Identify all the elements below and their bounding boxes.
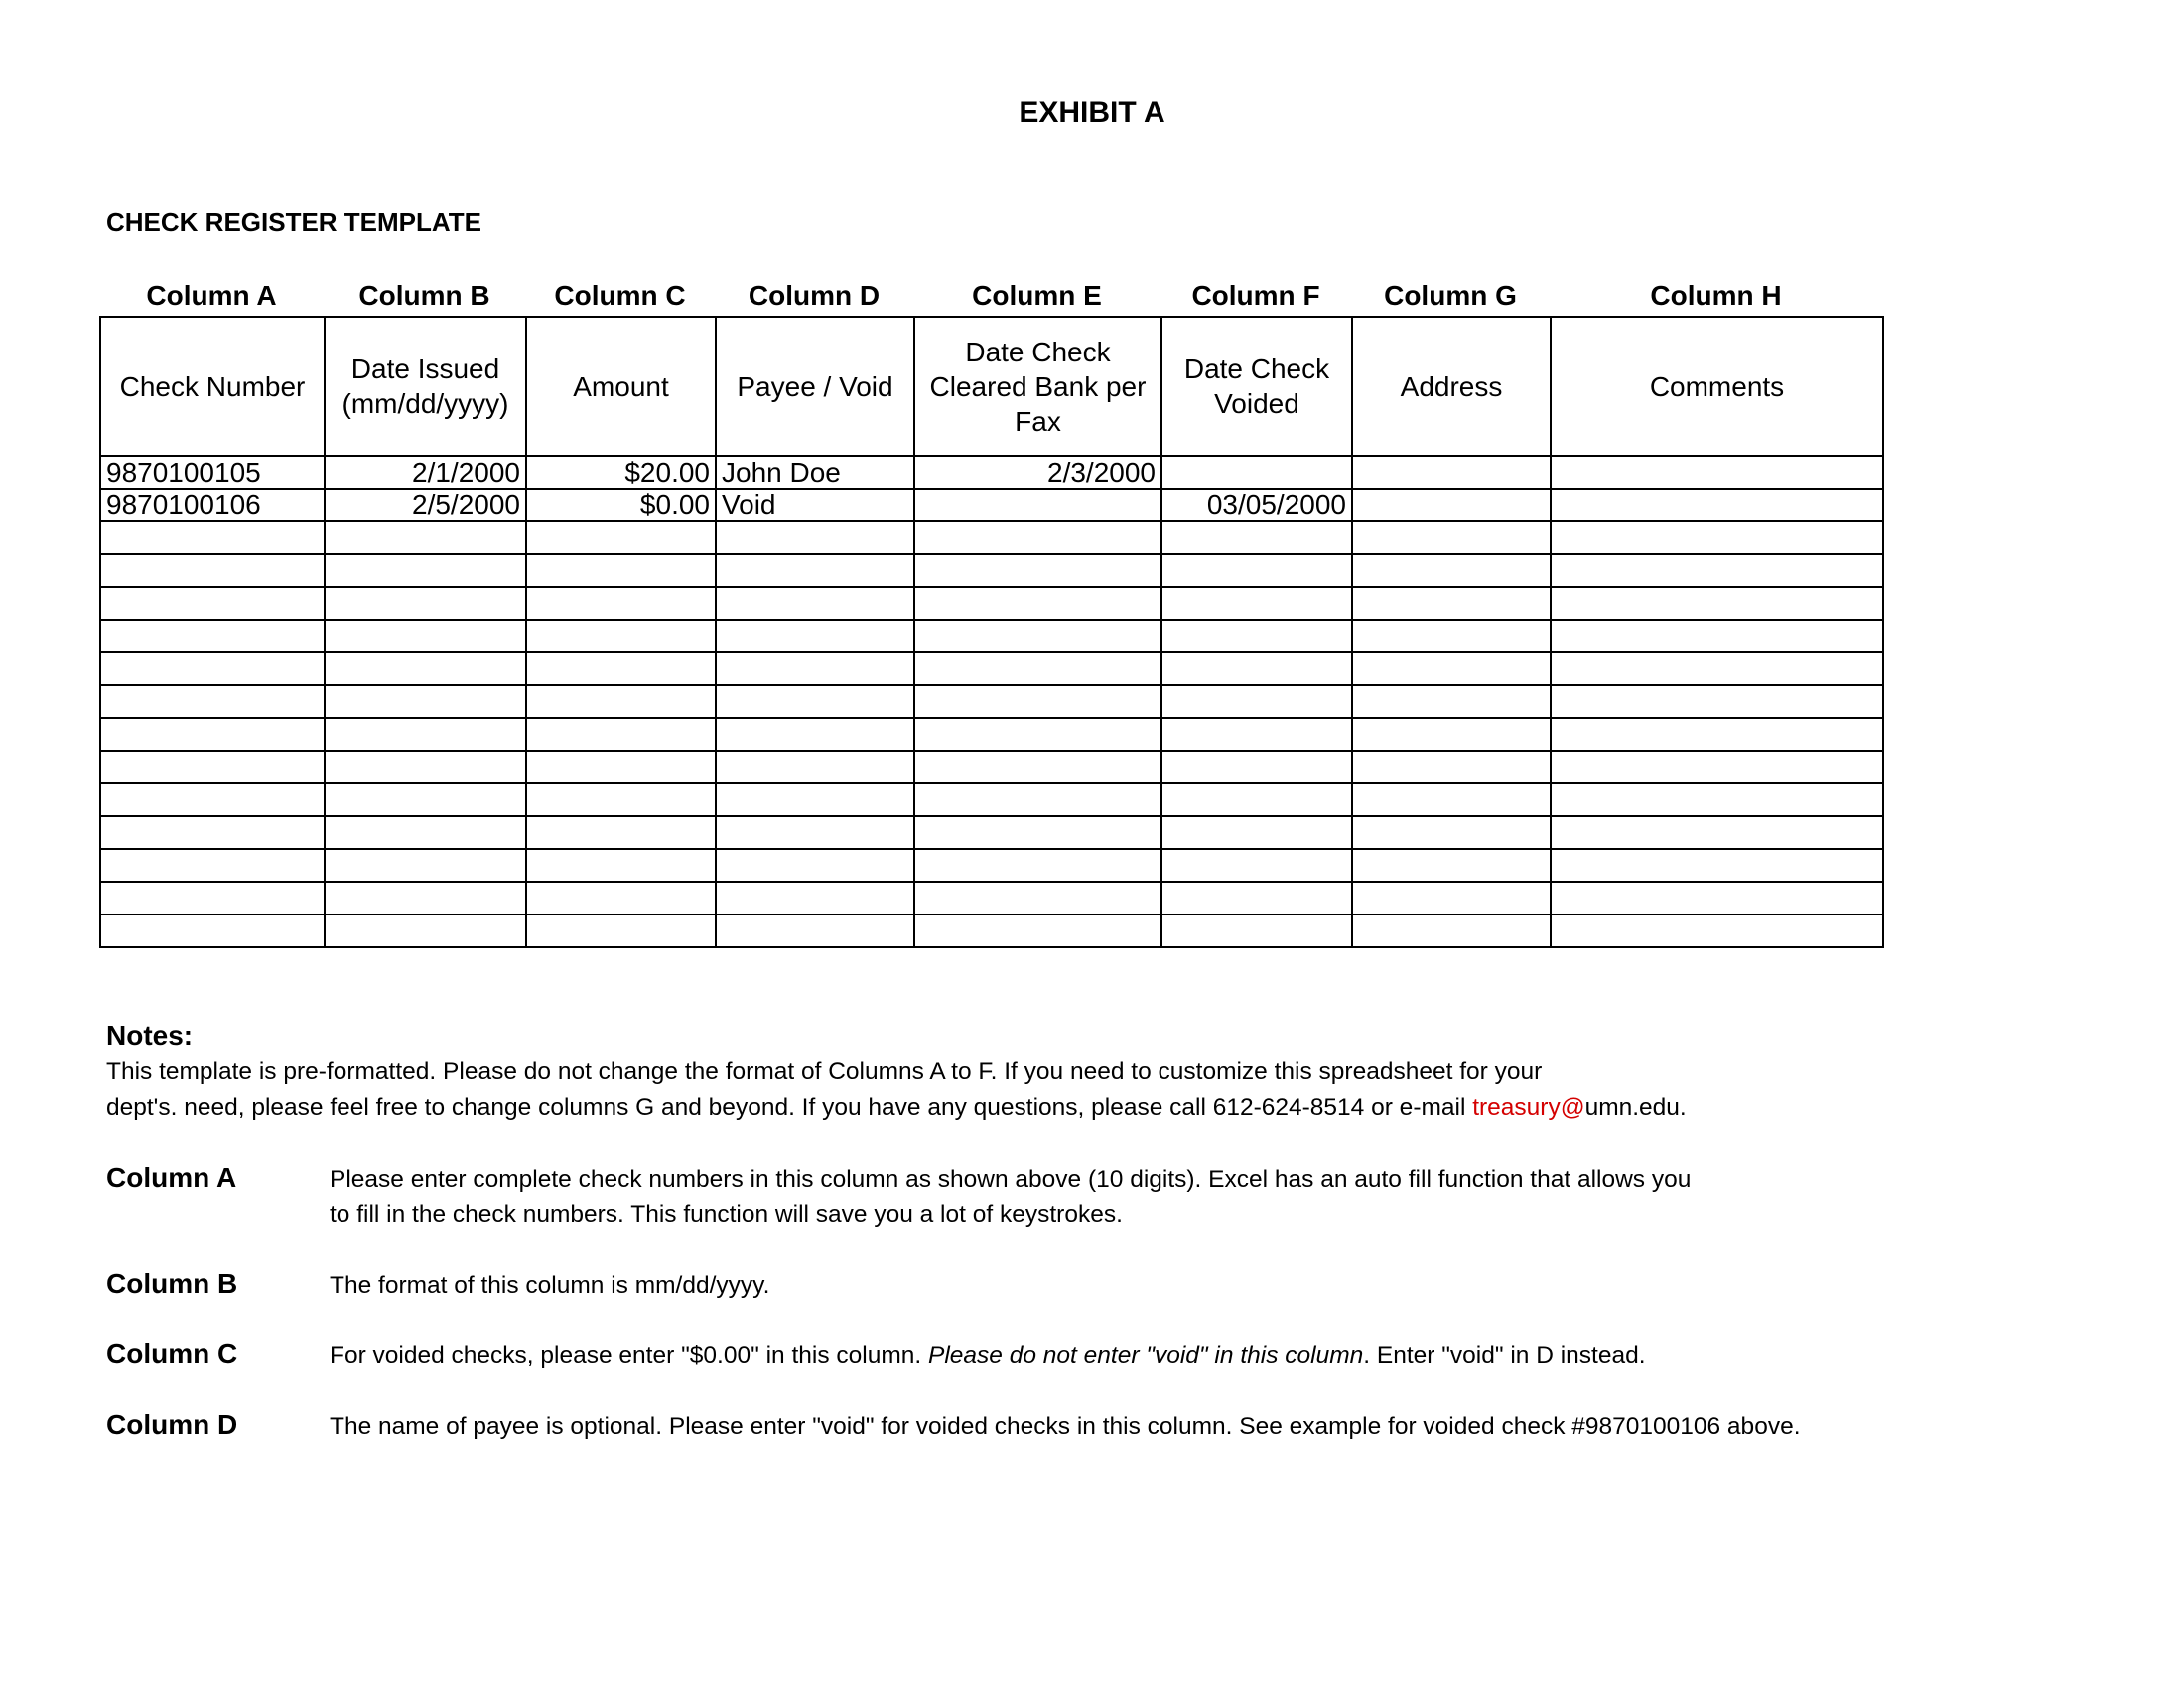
cell-comments[interactable] bbox=[1551, 456, 1883, 489]
cell-check-number[interactable] bbox=[100, 783, 325, 816]
column-letter-e: Column E bbox=[972, 280, 1102, 311]
notes-label: Notes: bbox=[106, 1020, 194, 1051]
notes-line-1: This template is pre-formatted. Please do not change the format of Columns A to F. If you need to customize this spreadsheet for your bbox=[106, 1058, 1543, 1085]
cell-payee-void[interactable] bbox=[716, 718, 914, 751]
table-row bbox=[100, 685, 1883, 718]
cell-date-voided[interactable] bbox=[1161, 751, 1352, 783]
cell-payee-void[interactable]: Void bbox=[716, 489, 914, 521]
notes-text bbox=[106, 1055, 1992, 1126]
cell-address[interactable] bbox=[1352, 914, 1551, 947]
notes-line-2 bbox=[106, 1090, 1992, 1126]
header-cell-line: Date Issued bbox=[350, 353, 500, 384]
column-letter-c: Column C bbox=[554, 280, 686, 311]
column-a-note-line-2: to fill in the check numbers. This function will save you a lot of keystrokes. bbox=[330, 1201, 1123, 1228]
cell-date-issued[interactable] bbox=[325, 751, 526, 783]
header-cell-line: Date Check bbox=[1183, 353, 1330, 384]
cell-date-issued[interactable] bbox=[325, 521, 526, 554]
cell-date-cleared[interactable] bbox=[914, 849, 1161, 882]
cell-payee-void[interactable] bbox=[716, 751, 914, 783]
table-row bbox=[100, 718, 1883, 751]
cell-date-issued[interactable] bbox=[325, 685, 526, 718]
cell-date-voided[interactable] bbox=[1161, 849, 1352, 882]
cell-check-number[interactable] bbox=[100, 554, 325, 587]
cell-comments[interactable] bbox=[1551, 783, 1883, 816]
header-cell-date-voided bbox=[1161, 317, 1352, 456]
header-cell-line: Comments bbox=[1649, 370, 1785, 402]
cell-check-number[interactable] bbox=[100, 652, 325, 685]
column-letter-b: Column B bbox=[358, 280, 490, 311]
cell-date-cleared[interactable] bbox=[914, 521, 1161, 554]
table-row bbox=[100, 587, 1883, 620]
cell-address[interactable] bbox=[1352, 554, 1551, 587]
header-cell-line: Address bbox=[1400, 370, 1503, 402]
cell-check-number[interactable] bbox=[100, 751, 325, 783]
cell-payee-void[interactable] bbox=[716, 554, 914, 587]
cell-check-number[interactable] bbox=[100, 914, 325, 947]
cell-amount[interactable] bbox=[526, 587, 716, 620]
cell-amount[interactable] bbox=[526, 914, 716, 947]
header-cell-line: (mm/dd/yyyy) bbox=[341, 388, 509, 419]
cell-amount[interactable]: $20.00 bbox=[526, 456, 716, 489]
cell-comments[interactable] bbox=[1551, 718, 1883, 751]
notes-line-2-text: dept's. need, please feel free to change columns G and beyond. If you have any questions, please call 612-624-8514 or e-mail bbox=[106, 1094, 1473, 1121]
cell-date-voided[interactable] bbox=[1161, 620, 1352, 652]
cell-date-voided[interactable] bbox=[1161, 718, 1352, 751]
cell-date-cleared[interactable] bbox=[914, 652, 1161, 685]
email-link-domain: umn.edu. bbox=[1584, 1094, 1687, 1121]
table-row bbox=[100, 521, 1883, 554]
cell-comments[interactable] bbox=[1551, 882, 1883, 914]
header-cell-payee-void bbox=[716, 317, 914, 456]
column-c-note-text-start: For voided checks, please enter "$0.00" in this column. bbox=[330, 1342, 928, 1369]
cell-address[interactable] bbox=[1352, 882, 1551, 914]
cell-date-issued[interactable]: 2/5/2000 bbox=[325, 489, 526, 521]
cell-date-cleared[interactable] bbox=[914, 751, 1161, 783]
header-cell-date-issued bbox=[325, 317, 526, 456]
document-heading: CHECK REGISTER TEMPLATE bbox=[106, 208, 481, 237]
header-cell-line: Date Check bbox=[965, 336, 1111, 367]
header-cell-line: Fax bbox=[1015, 405, 1061, 437]
cell-date-voided[interactable] bbox=[1161, 554, 1352, 587]
column-letter-f: Column F bbox=[1191, 280, 1320, 311]
cell-amount[interactable] bbox=[526, 783, 716, 816]
column-b-note-label: Column B bbox=[106, 1268, 238, 1299]
cell-check-number[interactable] bbox=[100, 718, 325, 751]
column-b-note-line-1: The format of this column is mm/dd/yyyy. bbox=[330, 1272, 770, 1299]
cell-check-number[interactable]: 9870100106 bbox=[100, 489, 325, 521]
table-row bbox=[100, 751, 1883, 783]
column-c-note-text bbox=[330, 1338, 2017, 1374]
cell-amount[interactable] bbox=[526, 521, 716, 554]
header-cell-address bbox=[1352, 317, 1551, 456]
exhibit-title: EXHIBIT A bbox=[1019, 96, 1165, 129]
cell-address[interactable] bbox=[1352, 685, 1551, 718]
cell-amount[interactable] bbox=[526, 882, 716, 914]
column-d-note-text bbox=[330, 1409, 2017, 1445]
table-row bbox=[100, 914, 1883, 947]
cell-date-issued[interactable] bbox=[325, 914, 526, 947]
cell-date-issued[interactable] bbox=[325, 652, 526, 685]
cell-date-voided[interactable] bbox=[1161, 521, 1352, 554]
cell-payee-void[interactable] bbox=[716, 849, 914, 882]
cell-address[interactable] bbox=[1352, 751, 1551, 783]
cell-date-issued[interactable] bbox=[325, 816, 526, 849]
cell-payee-void[interactable] bbox=[716, 521, 914, 554]
cell-address[interactable] bbox=[1352, 620, 1551, 652]
cell-address[interactable] bbox=[1352, 489, 1551, 521]
cell-date-issued[interactable] bbox=[325, 783, 526, 816]
cell-date-issued[interactable] bbox=[325, 620, 526, 652]
column-a-note-text bbox=[330, 1162, 2017, 1233]
cell-date-issued[interactable] bbox=[325, 882, 526, 914]
cell-comments[interactable] bbox=[1551, 620, 1883, 652]
cell-payee-void[interactable] bbox=[716, 914, 914, 947]
cell-address[interactable] bbox=[1352, 652, 1551, 685]
column-c-note-label: Column C bbox=[106, 1338, 238, 1369]
column-d-note-line-1: The name of payee is optional. Please enter "void" for voided checks in this column. See example for voided check #9870100106 above. bbox=[330, 1413, 1801, 1440]
check-register-table bbox=[99, 316, 1884, 948]
cell-comments[interactable] bbox=[1551, 521, 1883, 554]
cell-comments[interactable] bbox=[1551, 489, 1883, 521]
cell-amount[interactable] bbox=[526, 620, 716, 652]
column-letter-row bbox=[99, 278, 1872, 314]
cell-amount[interactable] bbox=[526, 718, 716, 751]
table-row bbox=[100, 816, 1883, 849]
cell-comments[interactable] bbox=[1551, 849, 1883, 882]
cell-comments[interactable] bbox=[1551, 685, 1883, 718]
cell-date-cleared[interactable] bbox=[914, 685, 1161, 718]
header-cell-line: Payee / Void bbox=[737, 370, 893, 402]
cell-comments[interactable] bbox=[1551, 914, 1883, 947]
email-link-local[interactable]: treasury@ bbox=[1472, 1094, 1585, 1121]
cell-check-number[interactable] bbox=[100, 587, 325, 620]
table-row bbox=[100, 620, 1883, 652]
cell-date-cleared[interactable] bbox=[914, 620, 1161, 652]
cell-payee-void[interactable] bbox=[716, 882, 914, 914]
cell-check-number[interactable] bbox=[100, 882, 325, 914]
cell-payee-void[interactable] bbox=[716, 816, 914, 849]
table-row bbox=[100, 652, 1883, 685]
cell-check-number[interactable] bbox=[100, 620, 325, 652]
table-row bbox=[100, 554, 1883, 587]
cell-date-issued[interactable] bbox=[325, 587, 526, 620]
header-cell-line: Cleared Bank per bbox=[929, 370, 1147, 402]
cell-comments[interactable] bbox=[1551, 816, 1883, 849]
cell-comments[interactable] bbox=[1551, 751, 1883, 783]
cell-date-voided[interactable] bbox=[1161, 685, 1352, 718]
cell-payee-void[interactable] bbox=[716, 685, 914, 718]
cell-date-voided[interactable]: 03/05/2000 bbox=[1161, 489, 1352, 521]
cell-payee-void[interactable] bbox=[716, 587, 914, 620]
cell-amount[interactable]: $0.00 bbox=[526, 489, 716, 521]
cell-date-cleared[interactable] bbox=[914, 587, 1161, 620]
cell-amount[interactable] bbox=[526, 751, 716, 783]
cell-check-number[interactable]: 9870100105 bbox=[100, 456, 325, 489]
cell-date-voided[interactable] bbox=[1161, 914, 1352, 947]
cell-address[interactable] bbox=[1352, 783, 1551, 816]
cell-date-voided[interactable] bbox=[1161, 587, 1352, 620]
cell-address[interactable] bbox=[1352, 521, 1551, 554]
column-letter-a: Column A bbox=[146, 280, 277, 311]
column-a-note-label: Column A bbox=[106, 1162, 237, 1193]
cell-amount[interactable] bbox=[526, 816, 716, 849]
cell-comments[interactable] bbox=[1551, 554, 1883, 587]
cell-check-number[interactable] bbox=[100, 849, 325, 882]
column-letter-h: Column H bbox=[1650, 280, 1782, 311]
table-row bbox=[100, 882, 1883, 914]
cell-date-issued[interactable] bbox=[325, 718, 526, 751]
cell-address[interactable] bbox=[1352, 849, 1551, 882]
header-cell-comments bbox=[1551, 317, 1883, 456]
header-cell-line: Amount bbox=[573, 370, 669, 402]
cell-date-issued[interactable] bbox=[325, 849, 526, 882]
cell-address[interactable] bbox=[1352, 718, 1551, 751]
column-letter-g: Column G bbox=[1384, 280, 1517, 311]
cell-date-voided[interactable] bbox=[1161, 783, 1352, 816]
header-cell-line: Check Number bbox=[119, 370, 306, 402]
cell-address[interactable] bbox=[1352, 816, 1551, 849]
cell-date-issued[interactable] bbox=[325, 554, 526, 587]
cell-date-cleared[interactable] bbox=[914, 718, 1161, 751]
column-a-note-line-1: Please enter complete check numbers in this column as shown above (10 digits). Excel has an auto fill function that allows you bbox=[330, 1166, 1692, 1193]
table-row bbox=[100, 456, 1883, 489]
cell-amount[interactable] bbox=[526, 685, 716, 718]
column-c-note-text-end: . Enter "void" in D instead. bbox=[1363, 1342, 1646, 1369]
cell-payee-void[interactable]: John Doe bbox=[716, 456, 914, 489]
cell-payee-void[interactable] bbox=[716, 652, 914, 685]
cell-date-cleared[interactable] bbox=[914, 554, 1161, 587]
cell-date-cleared[interactable] bbox=[914, 489, 1161, 521]
cell-comments[interactable] bbox=[1551, 587, 1883, 620]
cell-amount[interactable] bbox=[526, 849, 716, 882]
cell-address[interactable] bbox=[1352, 456, 1551, 489]
cell-date-cleared[interactable] bbox=[914, 882, 1161, 914]
cell-date-voided[interactable] bbox=[1161, 816, 1352, 849]
column-letter-d: Column D bbox=[748, 280, 881, 311]
cell-amount[interactable] bbox=[526, 652, 716, 685]
header-cell-date-cleared bbox=[914, 317, 1161, 456]
cell-check-number[interactable] bbox=[100, 521, 325, 554]
header-cell-amount bbox=[526, 317, 716, 456]
table-row bbox=[100, 489, 1883, 521]
column-c-note-italic: Please do not enter "void" in this column bbox=[928, 1342, 1364, 1369]
table-header-row bbox=[100, 317, 1883, 456]
cell-comments[interactable] bbox=[1551, 652, 1883, 685]
cell-check-number[interactable] bbox=[100, 685, 325, 718]
table-row bbox=[100, 783, 1883, 816]
cell-amount[interactable] bbox=[526, 554, 716, 587]
cell-address[interactable] bbox=[1352, 587, 1551, 620]
cell-date-cleared[interactable] bbox=[914, 783, 1161, 816]
cell-date-issued[interactable]: 2/1/2000 bbox=[325, 456, 526, 489]
header-cell-line: Voided bbox=[1214, 388, 1299, 419]
cell-date-cleared[interactable] bbox=[914, 914, 1161, 947]
table-row bbox=[100, 849, 1883, 882]
cell-payee-void[interactable] bbox=[716, 783, 914, 816]
cell-date-voided[interactable] bbox=[1161, 456, 1352, 489]
header-cell-check-number bbox=[100, 317, 325, 456]
cell-payee-void[interactable] bbox=[716, 620, 914, 652]
cell-date-voided[interactable] bbox=[1161, 652, 1352, 685]
cell-date-cleared[interactable]: 2/3/2000 bbox=[914, 456, 1161, 489]
column-d-note-label: Column D bbox=[106, 1409, 238, 1440]
cell-date-voided[interactable] bbox=[1161, 882, 1352, 914]
column-b-note-text bbox=[330, 1268, 2017, 1304]
cell-date-cleared[interactable] bbox=[914, 816, 1161, 849]
cell-check-number[interactable] bbox=[100, 816, 325, 849]
